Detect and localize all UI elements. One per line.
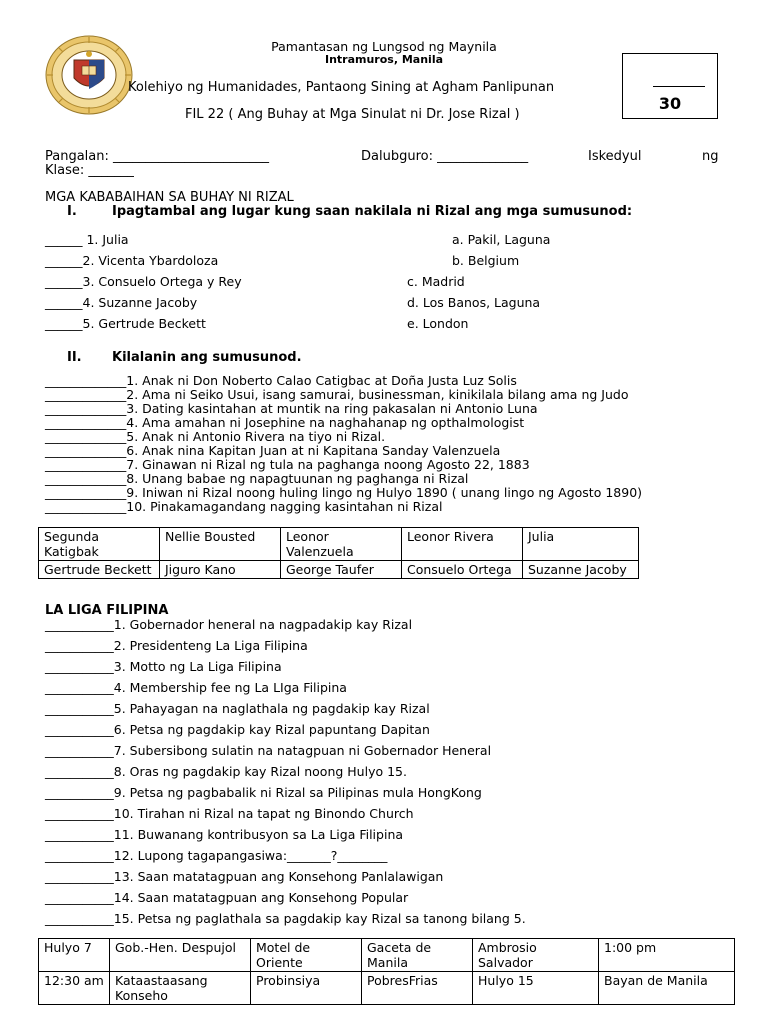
section2-title: Kilalanin ang sumusunod. — [112, 350, 302, 365]
liga-item-1: ___________1. Gobernador heneral na nagpadakip kay Rizal — [45, 617, 413, 632]
score-box — [622, 53, 718, 119]
identify-item-8: _____________8. Unang babae ng napagtuunan ng paghanga ni Rizal — [45, 471, 469, 486]
matching-choice-e: e. London — [407, 316, 469, 331]
score-blank[interactable] — [653, 64, 705, 87]
identify-item-9: _____________9. Iniwan ni Rizal noong huling lingo ng Hulyo 1890 ( unang lingo ng Agosto 1890) — [45, 485, 643, 500]
table-cell: Suzanne Jacoby — [523, 561, 639, 579]
liga-item-5: ___________5. Pahayagan na naglathala ng pagdakip kay Rizal — [45, 701, 430, 716]
table-row — [39, 528, 639, 561]
schedule-label: Iskedyul — [588, 149, 642, 164]
liga-item-4: ___________4. Membership fee ng La LIga Filipina — [45, 680, 347, 695]
liga-item-14: ___________14. Saan matatagpuan ang Konsehong Popular — [45, 890, 409, 905]
liga-item-6: ___________6. Petsa ng pagdakip kay Rizal papuntang Dapitan — [45, 722, 430, 737]
section3-choices-table — [38, 938, 735, 1005]
table-cell: Julia — [523, 528, 639, 561]
teacher-field-label: Dalubguro: ______________ — [361, 149, 529, 164]
section1-title: MGA KABABAIHAN SA BUHAY NI RIZAL — [45, 190, 294, 205]
course-title: FIL 22 ( Ang Buhay at Mga Sinulat ni Dr. Jose Rizal ) — [185, 107, 520, 122]
table-cell: George Taufer — [281, 561, 402, 579]
liga-item-13: ___________13. Saan matatagpuan ang Konsehong Panlalawigan — [45, 869, 444, 884]
table-cell: Gaceta de Manila — [362, 939, 473, 972]
table-cell: Segunda Katigbak — [39, 528, 160, 561]
table-cell: Kataastaasang Konseho — [110, 972, 251, 1005]
table-row — [39, 939, 735, 972]
identify-item-2: _____________2. Ama ni Seiko Usui, isang samurai, businessman, kinikilala bilang ama ng Judo — [45, 387, 629, 402]
class-field-label: Klase: _______ — [45, 163, 134, 178]
table-cell: 1:00 pm — [599, 939, 735, 972]
liga-item-8: ___________8. Oras ng pagdakip kay Rizal noong Hulyo 15. — [45, 764, 407, 779]
table-cell: Leonor Rivera — [402, 528, 523, 561]
table-cell: Nellie Bousted — [160, 528, 281, 561]
table-row — [39, 561, 639, 579]
matching-choice-b: b. Belgium — [452, 253, 520, 268]
liga-item-3: ___________3. Motto ng La Liga Filipina — [45, 659, 282, 674]
matching-choice-a: a. Pakil, Laguna — [452, 232, 551, 247]
university-location: Intramuros, Manila — [324, 53, 444, 66]
table-cell: Bayan de Manila — [599, 972, 735, 1005]
identify-item-4: _____________4. Ama amahan ni Josephine na naghahanap ng opthalmologist — [45, 415, 525, 430]
name-field-label: Pangalan: ________________________ — [45, 149, 270, 164]
section2-part-number: II. — [67, 350, 82, 365]
liga-item-11: ___________11. Buwanang kontribusyon sa La Liga Filipina — [45, 827, 404, 842]
matching-item-5: ______5. Gertrude Beckett — [45, 316, 206, 331]
identify-item-7: _____________7. Ginawan ni Rizal ng tula na paghanga noong Agosto 22, 1883 — [45, 457, 530, 472]
table-cell: Gertrude Beckett — [39, 561, 160, 579]
section1-instruction: Ipagtambal ang lugar kung saan nakilala ni Rizal ang mga sumusunod: — [112, 204, 633, 219]
table-cell: Consuelo Ortega — [402, 561, 523, 579]
liga-item-7: ___________7. Subersibong sulatin na natagpuan ni Gobernador Heneral — [45, 743, 492, 758]
section2-choices-table — [38, 527, 639, 579]
liga-item-9: ___________9. Petsa ng pagbabalik ni Rizal sa Pilipinas mula HongKong — [45, 785, 482, 800]
identify-item-3: _____________3. Dating kasintahan at muntik na ring pakasalan ni Antonio Luna — [45, 401, 538, 416]
section1-part-number: I. — [67, 204, 77, 219]
table-cell: Probinsiya — [251, 972, 362, 1005]
table-cell: Gob.-Hen. Despujol — [110, 939, 251, 972]
matching-item-4: ______4. Suzanne Jacoby — [45, 295, 198, 310]
matching-item-3: ______3. Consuelo Ortega y Rey — [45, 274, 242, 289]
matching-item-1: ______ 1. Julia — [45, 232, 129, 247]
matching-choice-c: c. Madrid — [407, 274, 465, 289]
college-name: Kolehiyo ng Humanidades, Pantaong Sining at Agham Panlipunan — [128, 80, 555, 95]
identify-item-1: _____________1. Anak ni Don Noberto Calao Catigbac at Doña Justa Luz Solis — [45, 373, 517, 388]
liga-item-15: ___________15. Petsa ng paglathala sa pagdakip kay Rizal sa tanong bilang 5. — [45, 911, 526, 926]
identify-item-10: _____________10. Pinakamagandang nagging kasintahan ni Rizal — [45, 499, 443, 514]
liga-item-12: ___________12. Lupong tagapangasiwa:_______?________ — [45, 848, 388, 863]
table-cell: Leonor Valenzuela — [281, 528, 402, 561]
liga-item-10: ___________10. Tirahan ni Rizal na tapat ng Binondo Church — [45, 806, 414, 821]
table-cell: Jiguro Kano — [160, 561, 281, 579]
table-cell: Motel de Oriente — [251, 939, 362, 972]
table-cell: PobresFrias — [362, 972, 473, 1005]
university-name: Pamantasan ng Lungsod ng Maynila — [271, 39, 497, 54]
table-cell: Ambrosio Salvador — [473, 939, 599, 972]
matching-choice-d: d. Los Banos, Laguna — [407, 295, 541, 310]
identify-item-5: _____________5. Anak ni Antonio Rivera na tiyo ni Rizal. — [45, 429, 386, 444]
schedule-ng: ng — [702, 149, 719, 164]
table-cell: 12:30 am — [39, 972, 110, 1005]
section3-title: LA LIGA FILIPINA — [45, 603, 169, 618]
table-cell: Hulyo 7 — [39, 939, 110, 972]
matching-item-2: ______2. Vicenta Ybardoloza — [45, 253, 219, 268]
table-row — [39, 972, 735, 1005]
identify-item-6: _____________6. Anak nina Kapitan Juan at ni Kapitana Sanday Valenzuela — [45, 443, 501, 458]
liga-item-2: ___________2. Presidenteng La Liga Filipina — [45, 638, 308, 653]
score-total: 30 — [658, 94, 682, 113]
table-cell: Hulyo 15 — [473, 972, 599, 1005]
